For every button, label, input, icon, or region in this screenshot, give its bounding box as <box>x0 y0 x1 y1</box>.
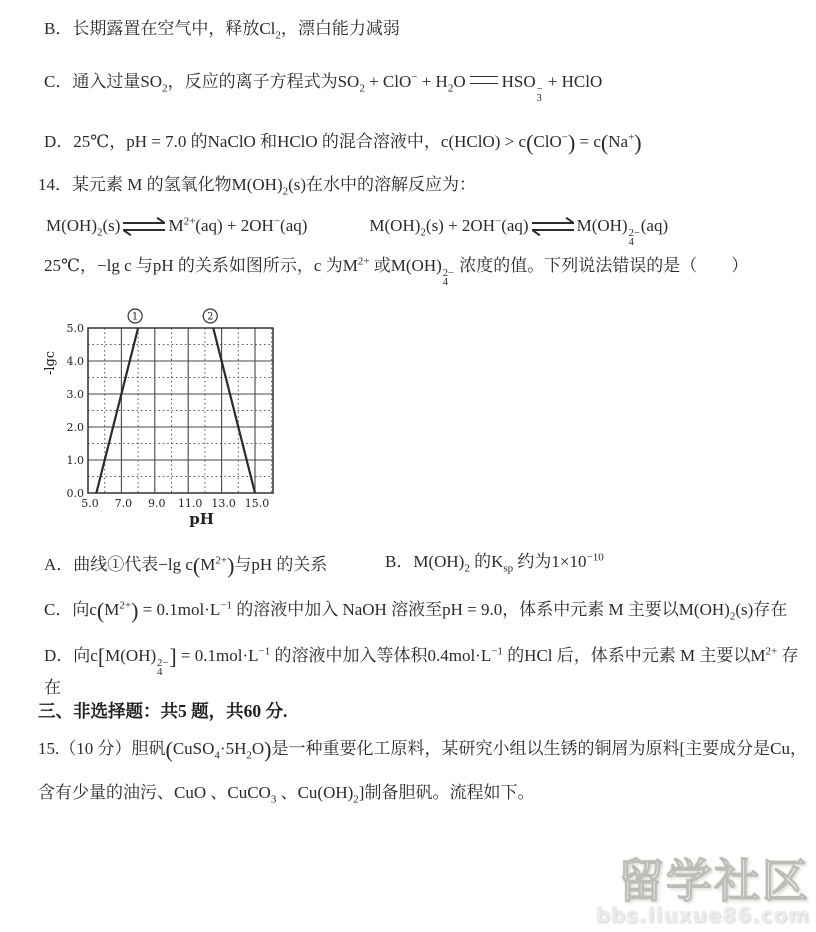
q13-option-d: D．25℃，pH = 7.0 的NaClO 和HClO 的混合溶液中，c(HClO) > c(ClO−) = c(Na+) <box>44 130 642 155</box>
q14-equation-2: $M(OH)_2(s) + 2OH^-(aq)$ M(OH) 2− 4 (aq) <box>369 215 669 248</box>
q14-option-c: C．向$c(M^{2+}) = 0.1mol\cdot L^{-1}$ 的溶液中加入 NaOH 溶液至pH = 9.0，体系中元素 M 主要以$M(OH)_2(s)$存在 <box>44 598 788 623</box>
q14-stem: 14．某元素 M 的氢氧化物$M(OH)_2(s)$在水中的溶解反应为： <box>38 175 477 198</box>
q15-line2: 含有少量的油污、CuO 、CuCO$_3$ 、$Cu(OH)_2$]制备胆矾。流程如下。 <box>38 783 535 806</box>
q15-line1: 15.（10 分）胆矾$(CuSO_4\cdot 5H_2O)$是一种重要化工原料，某研究小组以生锈的铜屑为原料[主要成分是Cu， <box>38 737 807 762</box>
watermark-title: 留学社区 <box>618 854 810 908</box>
svg-text:2: 2 <box>207 311 214 323</box>
q14-equation-1: $M(OH)_2(s)$ $M^{2+}(aq) + 2OH^-(aq)$ <box>46 215 308 239</box>
svg-text:11.0: 11.0 <box>177 497 203 510</box>
svg-text:1.0: 1.0 <box>66 454 84 467</box>
svg-text:-lgc: -lgc <box>44 350 58 376</box>
q14-option-a: A．曲线①代表−lg $c(M^{2+})$与pH 的关系 <box>44 553 328 578</box>
svg-text:2.0: 2.0 <box>66 421 84 434</box>
q14-equations <box>46 215 668 247</box>
q13-option-b: B．长期露置在空气中，释放$Cl_2$，漂白能力减弱 <box>44 19 400 42</box>
svg-text:9.0: 9.0 <box>148 497 166 510</box>
svg-text:pH: pH <box>189 510 214 528</box>
svg-text:5.0: 5.0 <box>81 497 99 510</box>
ph-lgc-chart <box>44 303 294 538</box>
svg-text:7.0: 7.0 <box>114 497 133 510</box>
q14-option-d: D．向c[M(OH) 2− 4 ] = $0.1mol\cdot L^{-1}$ 的溶液中加入等体积$0.4mol\cdot L^{-1}$ 的HCl 后，体系中元素 M 主要以$M^{2+}$ 存 <box>44 644 799 678</box>
watermark <box>595 854 810 927</box>
svg-text:15.0: 15.0 <box>244 497 270 510</box>
q14-option-b: B．$M(OH)_2$ 的$K_{sp}$ 约为$1\times 10^{-10}$ <box>385 551 604 575</box>
q13-option-c: C．通入过量$SO_2$，反应的离子方程式为$SO_2 + ClO^- + H_2O$ HSO − 3 + HClO <box>44 71 603 104</box>
watermark-url: bbs.liuxue86.com <box>595 903 810 927</box>
section3-heading: 三、非选择题：共5 题，共60 分. <box>38 701 288 721</box>
chart-canvas <box>44 303 294 538</box>
q14-option-d-cont: 在 <box>44 678 61 697</box>
svg-text:5.0: 5.0 <box>66 322 84 335</box>
svg-text:1: 1 <box>131 311 139 323</box>
svg-text:13.0: 13.0 <box>211 497 236 510</box>
svg-text:0.0: 0.0 <box>66 487 84 500</box>
svg-text:4.0: 4.0 <box>66 355 84 368</box>
q14-condition: 25℃，−lg c 与pH 的关系如图所示，c 为$M^{2+}$ 或M(OH) 2− 4 浓度的值。下列说法错误的是（ ） <box>44 255 749 288</box>
svg-text:3.0: 3.0 <box>66 388 84 401</box>
